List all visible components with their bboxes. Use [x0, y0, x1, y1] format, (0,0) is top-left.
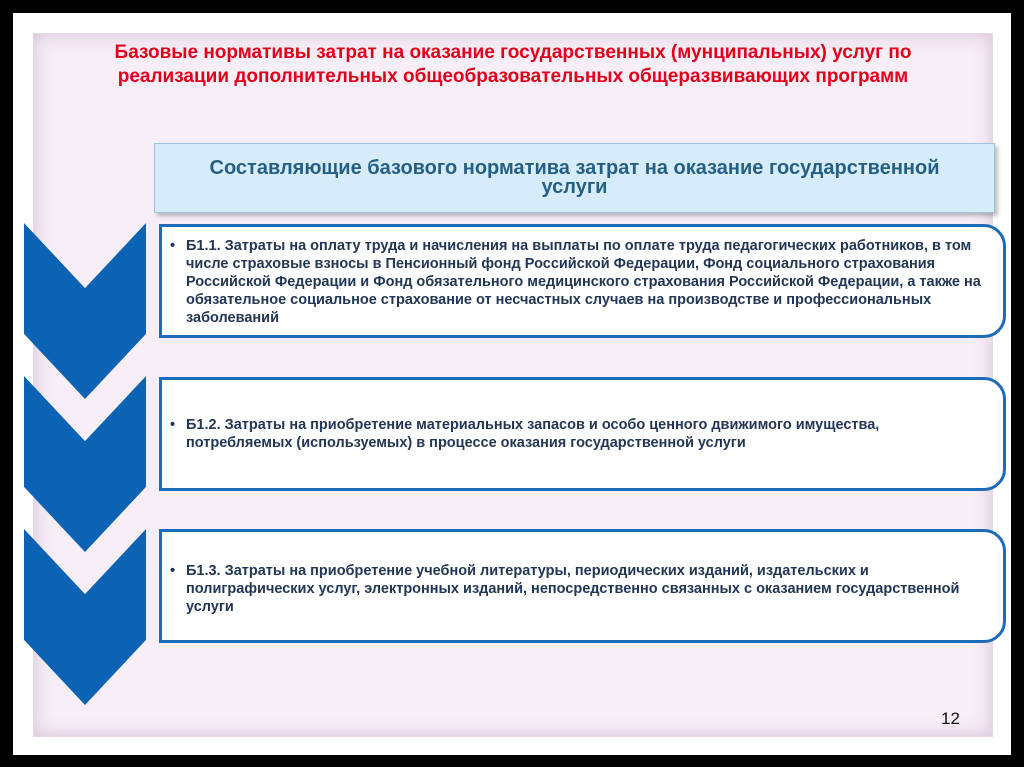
page-number: 12 — [941, 709, 960, 728]
subtitle-banner: Составляющие базового норматива затрат на оказание государственной услуги — [154, 143, 995, 213]
bullet: • — [170, 563, 176, 579]
cost-item-b1-1 — [159, 224, 1006, 338]
cost-item-text: Б1.2. Затраты на приобретение материальных запасов и особо ценного движимого имущества, потребляемых (используемых) в процессе оказания государственной услуги — [186, 417, 880, 451]
bullet: • — [170, 417, 176, 433]
bullet: • — [170, 238, 176, 254]
cost-item-text: Б1.3. Затраты на приобретение учебной литературы, периодических изданий, издательских и полиграфических услуг, электронных изданий, непосредственно связанных с оказанием государственной услуги — [186, 563, 960, 615]
slide — [13, 13, 1011, 755]
cost-item-b1-2 — [159, 377, 1006, 491]
slide-title: Базовые нормативы затрат на оказание государственных (мунципальных) услуг по реализации дополнительных общеобразовательных общеразвивающих программ — [114, 42, 912, 87]
cost-item-text: Б1.1. Затраты на оплату труда и начисления на выплаты по оплате труда педагогических работников, в том числе страховые взносы в Пенсионный фонд Российской Федерации, Фонд социального страхования Российской Федерации и Фонд обязательного медицинского страхования Российской Федерации, а также на обязательное социальное страхование от несчастных случаев на производстве и профессиональных заболеваний — [186, 238, 981, 326]
cost-item-b1-3 — [159, 529, 1006, 643]
